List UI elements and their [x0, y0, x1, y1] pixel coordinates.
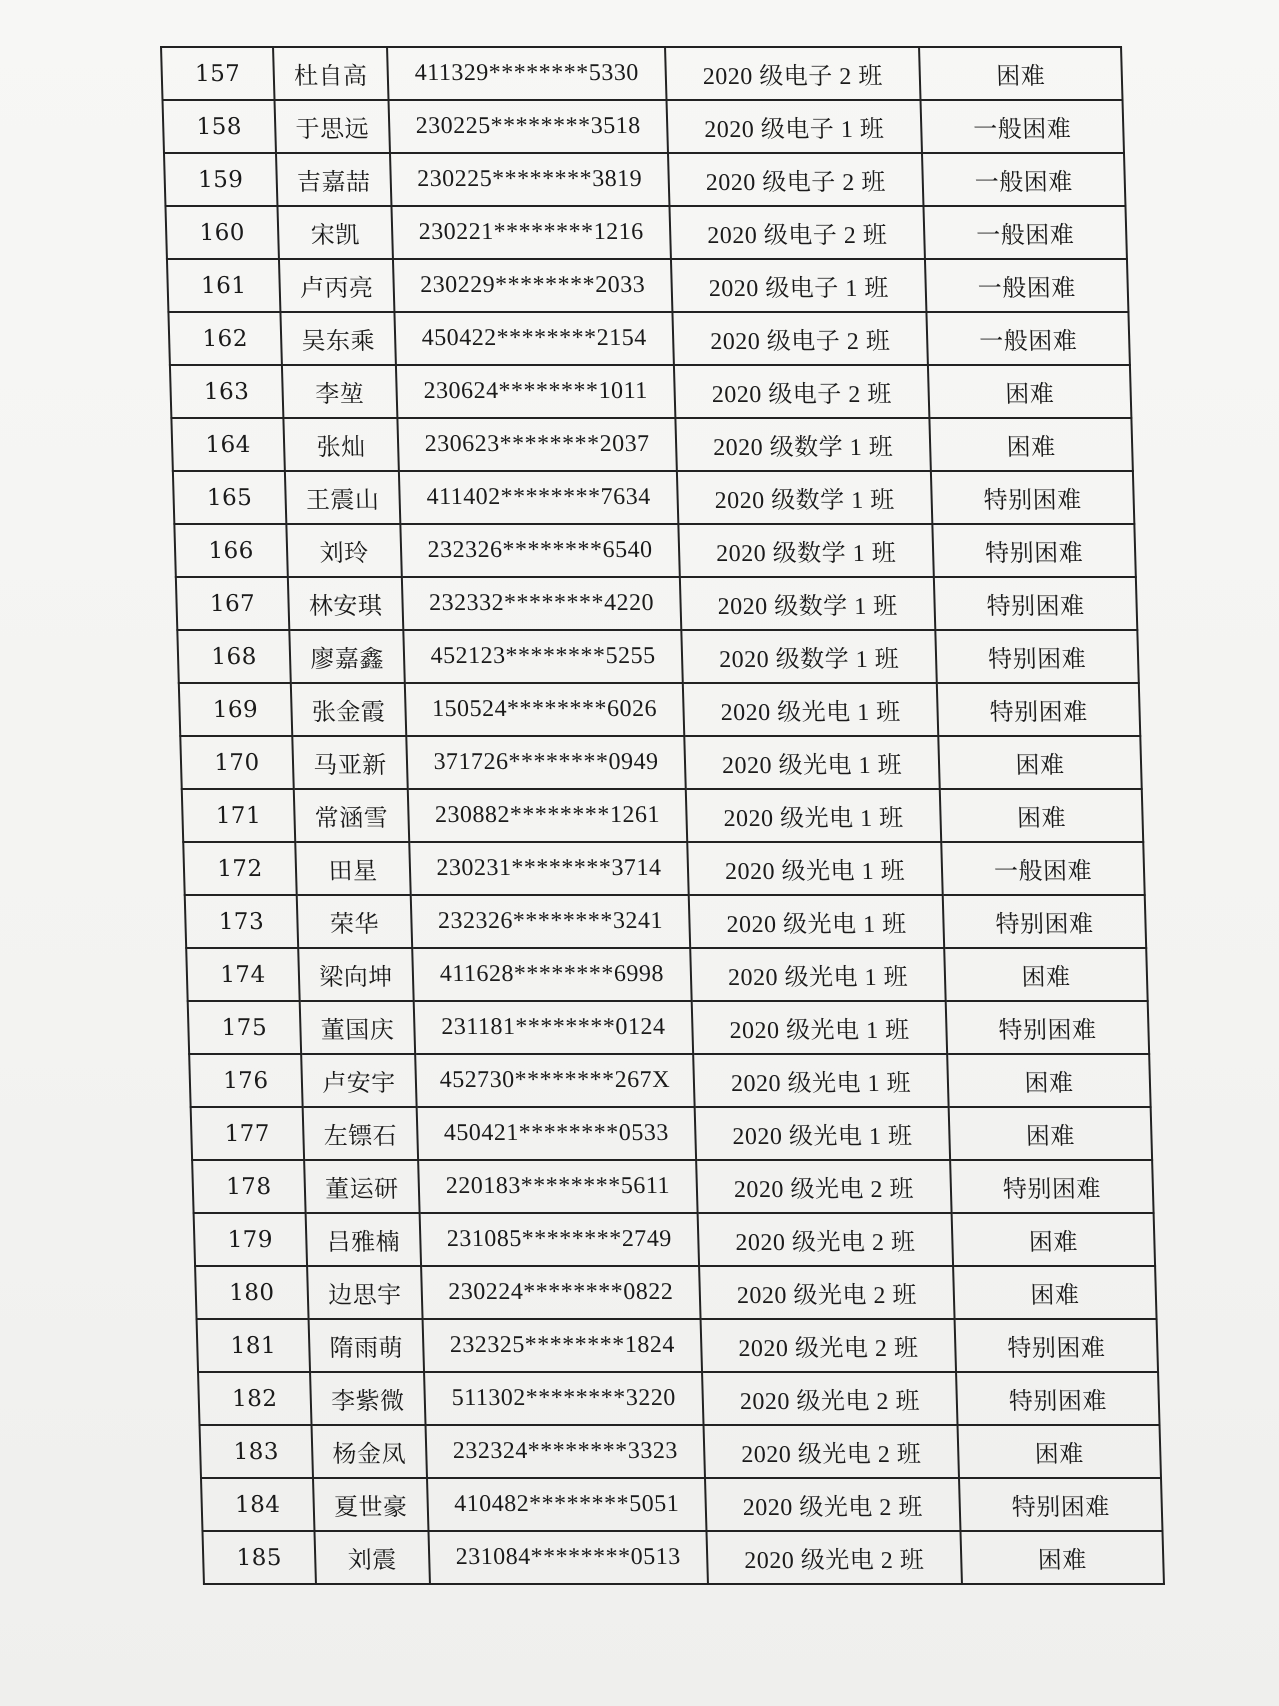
row-number: 174 [186, 948, 299, 1001]
row-number: 173 [185, 895, 298, 948]
table-row [201, 1478, 1162, 1531]
difficulty-level: 困难 [947, 1054, 1150, 1107]
student-name: 于思远 [275, 100, 390, 153]
difficulty-level: 困难 [949, 1107, 1152, 1160]
student-name: 吴东乘 [280, 312, 395, 365]
student-name: 李堃 [282, 365, 397, 418]
class-name: 2020 级数学 1 班 [677, 471, 932, 524]
class-name: 2020 级数学 1 班 [675, 418, 930, 471]
class-name: 2020 级光电 1 班 [684, 736, 939, 789]
table-row [180, 736, 1141, 789]
student-name: 常涵雪 [294, 789, 409, 842]
class-name: 2020 级光电 2 班 [705, 1478, 960, 1531]
table-row [186, 948, 1147, 1001]
difficulty-level: 特别困难 [950, 1160, 1153, 1213]
row-number: 166 [174, 524, 287, 577]
row-number: 178 [192, 1160, 305, 1213]
id-number: 220183********5611 [418, 1160, 697, 1213]
id-number: 371726********0949 [406, 736, 685, 789]
table-row [197, 1319, 1158, 1372]
id-number: 230624********1011 [396, 365, 675, 418]
row-number: 177 [191, 1107, 304, 1160]
class-name: 2020 级光电 2 班 [701, 1319, 956, 1372]
row-number: 179 [194, 1213, 307, 1266]
class-name: 2020 级电子 1 班 [667, 100, 922, 153]
id-number: 230221********1216 [391, 206, 670, 259]
class-name: 2020 级光电 2 班 [704, 1425, 959, 1478]
class-name: 2020 级光电 1 班 [693, 1054, 948, 1107]
class-name: 2020 级数学 1 班 [681, 630, 936, 683]
row-number: 167 [176, 577, 289, 630]
id-number: 410482********5051 [427, 1478, 706, 1531]
id-number: 230231********3714 [409, 842, 688, 895]
class-name: 2020 级光电 1 班 [692, 1001, 947, 1054]
row-number: 181 [197, 1319, 310, 1372]
class-name: 2020 级光电 2 班 [702, 1372, 957, 1425]
id-number: 231084********0513 [428, 1531, 707, 1584]
row-number: 180 [195, 1266, 308, 1319]
row-number: 158 [163, 100, 276, 153]
difficulty-level: 困难 [919, 47, 1122, 100]
table-row [195, 1266, 1156, 1319]
difficulty-level: 困难 [960, 1531, 1163, 1584]
difficulty-level: 一般困难 [941, 842, 1144, 895]
difficulty-level: 困难 [953, 1266, 1156, 1319]
student-name: 左镖石 [303, 1107, 418, 1160]
row-number: 175 [188, 1001, 301, 1054]
table-row [174, 524, 1135, 577]
difficulty-level: 困难 [952, 1213, 1155, 1266]
row-number: 171 [182, 789, 295, 842]
row-number: 172 [183, 842, 296, 895]
class-name: 2020 级数学 1 班 [680, 577, 935, 630]
row-number: 182 [198, 1372, 311, 1425]
table-row [177, 630, 1138, 683]
class-name: 2020 级电子 1 班 [671, 259, 926, 312]
difficulty-level: 困难 [928, 365, 1131, 418]
table-row [171, 418, 1132, 471]
difficulty-level: 一般困难 [922, 153, 1125, 206]
difficulty-level: 特别困难 [937, 683, 1140, 736]
id-number: 411402********7634 [399, 471, 678, 524]
student-name: 杜自高 [273, 47, 388, 100]
student-name: 董国庆 [300, 1001, 415, 1054]
class-name: 2020 级光电 2 班 [699, 1266, 954, 1319]
class-name: 2020 级数学 1 班 [678, 524, 933, 577]
row-number: 183 [200, 1425, 313, 1478]
student-name: 杨金凤 [312, 1425, 427, 1478]
id-number: 230623********2037 [397, 418, 676, 471]
table-row [170, 365, 1131, 418]
student-name: 荣华 [297, 895, 412, 948]
table-row [189, 1054, 1150, 1107]
student-name: 王震山 [285, 471, 400, 524]
difficulty-level: 困难 [958, 1425, 1161, 1478]
id-number: 230229********2033 [393, 259, 672, 312]
id-number: 452123********5255 [403, 630, 682, 683]
row-number: 162 [168, 312, 281, 365]
class-name: 2020 级光电 1 班 [695, 1107, 950, 1160]
table-row [185, 895, 1146, 948]
row-number: 170 [180, 736, 293, 789]
id-number: 231181********0124 [414, 1001, 693, 1054]
roster-body [161, 47, 1164, 1584]
id-number: 511302********3220 [424, 1372, 703, 1425]
difficulty-level: 一般困难 [923, 206, 1126, 259]
student-name: 边思宇 [307, 1266, 422, 1319]
difficulty-level: 特别困难 [959, 1478, 1162, 1531]
table-row [200, 1425, 1161, 1478]
student-name: 张灿 [283, 418, 398, 471]
table-row [198, 1372, 1159, 1425]
table-row [191, 1107, 1152, 1160]
class-name: 2020 级光电 1 班 [689, 895, 944, 948]
student-roster-table [160, 46, 1165, 1585]
difficulty-level: 一般困难 [925, 259, 1128, 312]
difficulty-level: 特别困难 [934, 577, 1137, 630]
difficulty-level: 特别困难 [943, 895, 1146, 948]
id-number: 232324********3323 [426, 1425, 705, 1478]
class-name: 2020 级电子 2 班 [672, 312, 927, 365]
class-name: 2020 级光电 2 班 [698, 1213, 953, 1266]
id-number: 232326********6540 [400, 524, 679, 577]
table-row [182, 789, 1143, 842]
student-name: 林安琪 [288, 577, 403, 630]
id-number: 411329********5330 [387, 47, 666, 100]
id-number: 450421********0533 [417, 1107, 696, 1160]
class-name: 2020 级电子 2 班 [665, 47, 920, 100]
table-row [167, 259, 1128, 312]
class-name: 2020 级光电 2 班 [706, 1531, 961, 1584]
row-number: 165 [173, 471, 286, 524]
difficulty-level: 特别困难 [946, 1001, 1149, 1054]
id-number: 232326********3241 [411, 895, 690, 948]
class-name: 2020 级光电 1 班 [690, 948, 945, 1001]
student-name: 田星 [295, 842, 410, 895]
id-number: 150524********6026 [405, 683, 684, 736]
id-number: 230224********0822 [421, 1266, 700, 1319]
student-name: 吉嘉喆 [276, 153, 391, 206]
table-row [168, 312, 1129, 365]
table-row [161, 47, 1122, 100]
row-number: 176 [189, 1054, 302, 1107]
table-row [202, 1531, 1163, 1584]
row-number: 164 [171, 418, 284, 471]
student-name: 卢丙亮 [279, 259, 394, 312]
class-name: 2020 级电子 2 班 [668, 153, 923, 206]
row-number: 157 [161, 47, 274, 100]
difficulty-level: 困难 [929, 418, 1132, 471]
student-name: 董运研 [304, 1160, 419, 1213]
class-name: 2020 级电子 2 班 [674, 365, 929, 418]
student-name: 张金霞 [291, 683, 406, 736]
table-row [165, 206, 1126, 259]
id-number: 232332********4220 [402, 577, 681, 630]
difficulty-level: 一般困难 [921, 100, 1124, 153]
class-name: 2020 级光电 1 班 [687, 842, 942, 895]
table-row [163, 100, 1124, 153]
student-name: 卢安宇 [301, 1054, 416, 1107]
id-number: 411628********6998 [412, 948, 691, 1001]
difficulty-level: 特别困难 [932, 524, 1135, 577]
student-name: 梁向坤 [298, 948, 413, 1001]
class-name: 2020 级光电 1 班 [686, 789, 941, 842]
row-number: 168 [177, 630, 290, 683]
id-number: 232325********1824 [423, 1319, 702, 1372]
student-name: 夏世豪 [313, 1478, 428, 1531]
student-name: 刘玲 [286, 524, 401, 577]
class-name: 2020 级光电 2 班 [696, 1160, 951, 1213]
id-number: 230225********3518 [389, 100, 668, 153]
student-name: 宋凯 [277, 206, 392, 259]
id-number: 230882********1261 [408, 789, 687, 842]
row-number: 159 [164, 153, 277, 206]
table-row [183, 842, 1144, 895]
student-name: 隋雨萌 [309, 1319, 424, 1372]
row-number: 161 [167, 259, 280, 312]
student-name: 廖嘉鑫 [289, 630, 404, 683]
class-name: 2020 级电子 2 班 [669, 206, 924, 259]
difficulty-level: 特别困难 [956, 1372, 1159, 1425]
table-row [179, 683, 1140, 736]
table-row [192, 1160, 1153, 1213]
row-number: 160 [165, 206, 278, 259]
difficulty-level: 困难 [940, 789, 1143, 842]
difficulty-level: 困难 [938, 736, 1141, 789]
difficulty-level: 特别困难 [955, 1319, 1158, 1372]
student-name: 刘震 [314, 1531, 429, 1584]
id-number: 452730********267X [415, 1054, 694, 1107]
student-name: 吕雅楠 [306, 1213, 421, 1266]
row-number: 163 [170, 365, 283, 418]
id-number: 231085********2749 [420, 1213, 699, 1266]
row-number: 184 [201, 1478, 314, 1531]
table-row [176, 577, 1137, 630]
difficulty-level: 困难 [944, 948, 1147, 1001]
difficulty-level: 特别困难 [931, 471, 1134, 524]
student-name: 马亚新 [292, 736, 407, 789]
table-row [194, 1213, 1155, 1266]
id-number: 450422********2154 [394, 312, 673, 365]
row-number: 169 [179, 683, 292, 736]
row-number: 185 [202, 1531, 315, 1584]
table-row [173, 471, 1134, 524]
difficulty-level: 一般困难 [926, 312, 1129, 365]
difficulty-level: 特别困难 [935, 630, 1138, 683]
table-row [164, 153, 1125, 206]
student-name: 李紫微 [310, 1372, 425, 1425]
id-number: 230225********3819 [390, 153, 669, 206]
class-name: 2020 级光电 1 班 [683, 683, 938, 736]
table-row [188, 1001, 1149, 1054]
